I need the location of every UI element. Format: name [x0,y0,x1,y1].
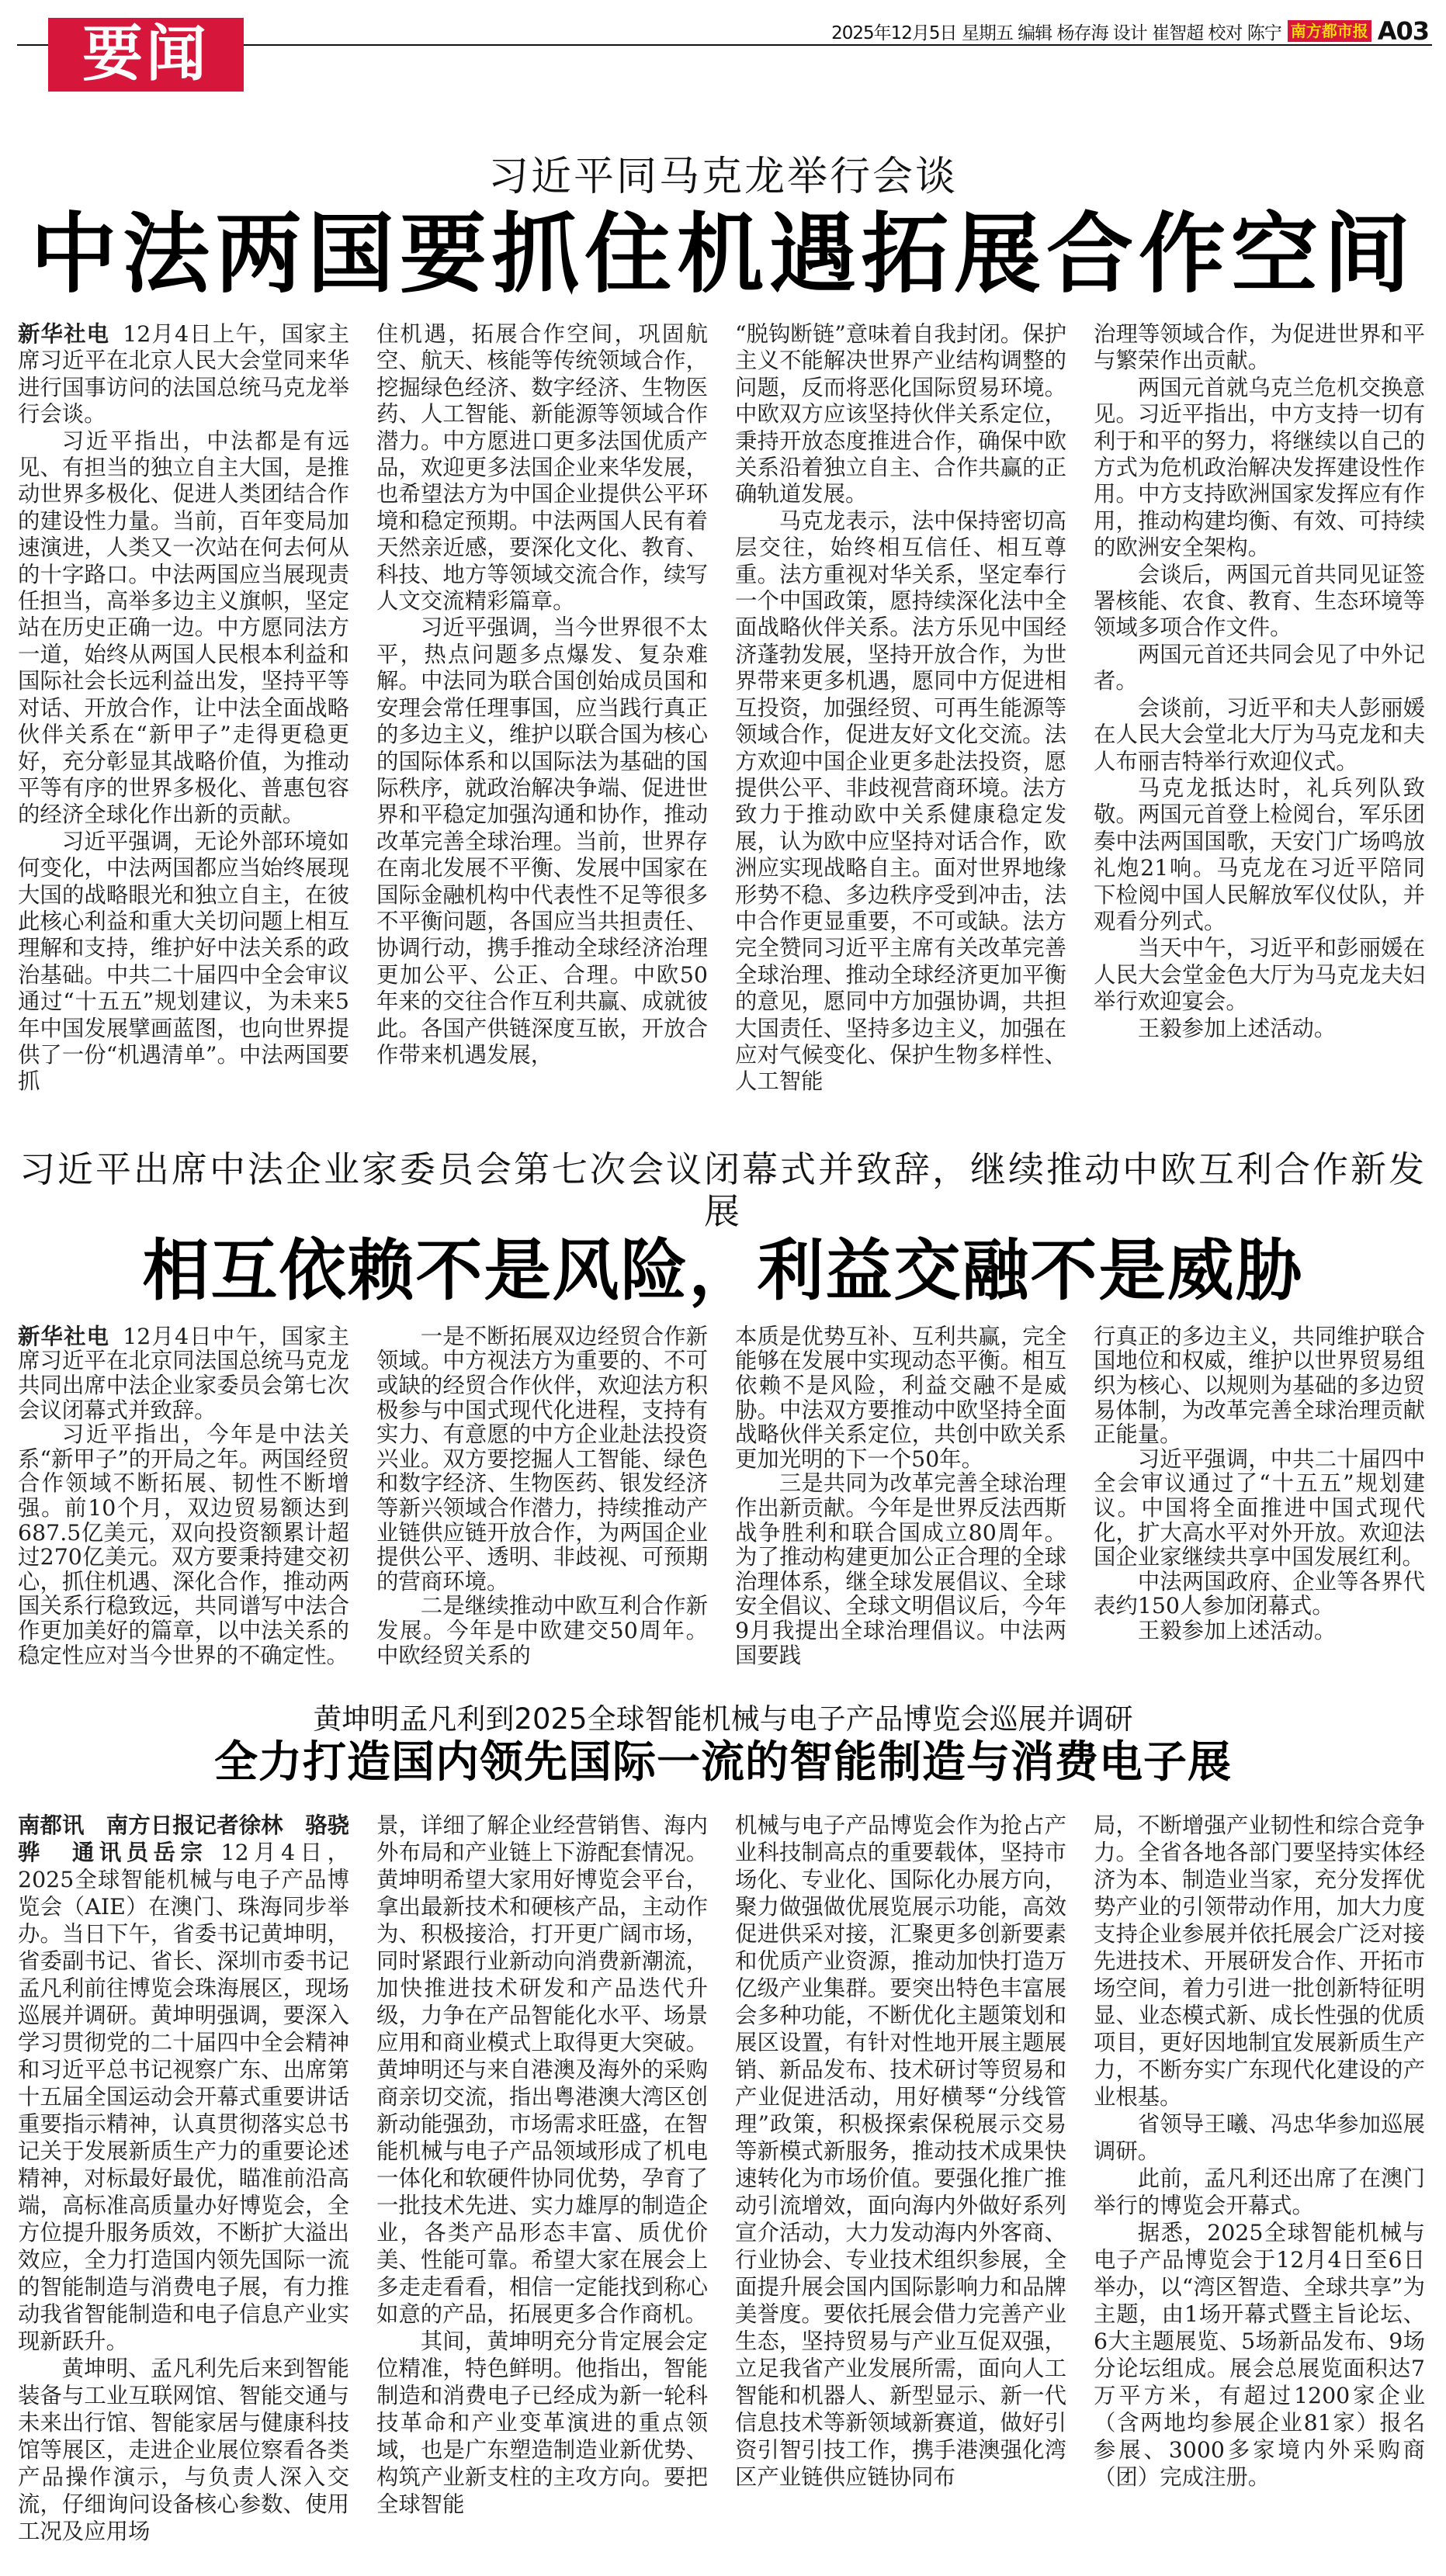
paragraph-text: 住机遇，拓展合作空间，巩固航空、航天、核能等传统领域合作，挖掘绿色经济、数字经济、生物医药、人工智能、新能源等领域合作潜力。中方愿进口更多法国优质产品，欢迎更多法国企业来华发展，也希望法方为中国企业提供公平环境和稳定预期。中法两国人民有着天然亲近感，要深化文化、教育、科技、地方等领域交流合作，续写人文交流精彩篇章。 [376,321,708,615]
paragraph [1094,321,1425,375]
paragraph-text: 会谈前，习近平和夫人彭丽媛在人民大会堂北大厅为马克龙和夫人布丽吉特举行欢迎仪式。 [1094,694,1425,774]
paragraph-text: 其间，黄坤明充分肯定展会定位精准，特色鲜明。他指出，智能制造和消费电子已经成为新一轮科技革命和产业变革演进的重点领域，也是广东塑造制造业新优势、构筑产业新支柱的主攻方向。要把全球智能 [376,2328,708,2518]
paragraph [735,321,1066,508]
paragraph [1094,695,1425,775]
text-column [735,1324,1066,1667]
paragraph [376,1594,708,1667]
paragraph [735,1324,1066,1472]
page-bottom-margin [0,2545,1446,2576]
paragraph [1094,1324,1425,1447]
paragraph-text: 治理等领域合作，为促进世界和平与繁荣作出贡献。 [1094,321,1425,374]
article-subtitle: 黄坤明孟凡利到2025全球智能机械与电子产品博览会巡展并调研 [313,1702,1133,1736]
paragraph [376,1324,708,1594]
paragraph-text: 此前，孟凡利还出席了在澳门举行的博览会开幕式。 [1094,2166,1425,2219]
section-badge: 要闻 [48,18,244,92]
paragraph [735,1471,1066,1667]
text-column [735,321,1066,1096]
article-columns [0,1812,1446,2545]
page-header [0,0,1446,93]
masthead [831,16,1429,46]
paragraph [18,1422,349,1667]
paragraph-text: 习近平强调，无论外部环境如何变化，中法两国都应当始终展现大国的战略眼光和独立自主，在彼此核心利益和重大关切问题上相互理解和支持，维护好中法关系的政治基础。中共二十届四中全会审议通过“十五五”规划建议，为未来5年中国发展擘画蓝图，也向世界提供了一份“机遇清单”。中法两国要抓 [18,828,349,1095]
paragraph [1094,642,1425,695]
text-column [18,1812,349,2545]
paragraph-text: 局，不断增强产业韧性和综合竞争力。全省各地各部门要坚持实体经济为本、制造业当家，充分发挥优势产业的引领带动作用，加大力度支持企业参展并依托展会广泛对接先进技术、开展研发合作、开拓市场空间，着力引进一批创新特征明显、业态模式新、成长性强的优质项目，更好因地制宜发展新质生产力，不断夯实广东现代化建设的产业根基。 [1094,1813,1425,2110]
article-headline: 中法两国要抓住机遇拓展合作空间 [30,204,1416,305]
paragraph [18,428,349,829]
paragraph [735,1812,1066,2491]
paragraph-text: 机械与电子产品博览会作为抢占产业科技制高点的重要载体，坚持市场化、专业化、国际化办展方向，聚力做强做优展览展示功能，高效促进供采对接，汇聚更多创新要素和优质产业资源，推动加快打造万亿级产业集群。要突出特色丰富展会多种功能，不断优化主题策划和展区设置，有针对性地开展主题展销、新品发布、技术研讨等贸易和产业促进活动，用好横琴“分线管理”政策，积极探索保税展示交易等新模式新服务，推动技术成果快速转化为市场价值。要强化推广推动引流增效，面向海内外做好系列宣介活动，大力发动海内外客商、行业协会、专业技术组织参展，全面提升展会国内国际影响力和品牌美誉度。要依托展会借力完善产业生态，坚持贸易与产业互促双强，立足我省产业发展所需，面向人工智能和机器人、新型显示、新一代信息技术等新领域新赛道，做好引资引智引技工作，携手港澳强化湾区产业链供应链协同布 [735,1813,1066,2491]
paragraph-text: 据悉，2025全球智能机械与电子产品博览会于12月4日至6日举办，以“湾区智造、全球共享”为主题，由1场开幕式暨主旨论坛、6大主题展览、5场新品发布、9场分论坛组成。展会总展览面积达7万平方米，有超过1200家企业（含两地均参展企业81家）报名参展、3000多家境内外采购商（团）完成注册。 [1094,2220,1425,2491]
paragraph-text: 王毅参加上述活动。 [1137,1015,1337,1041]
article-columns [0,1324,1446,1667]
paragraph-text: 两国元首还共同会见了中外记者。 [1094,641,1425,694]
paragraph [1094,1570,1425,1619]
paragraph-text: 行真正的多边主义，共同维护联合国地位和权威，维护以世界贸易组织为核心、以规则为基础的多边贸易体制，为改革完善全球治理贡献正能量。 [1094,1323,1425,1448]
paragraph-text: 习近平指出，今年是中法关系“新甲子”的开局之年。两国经贸合作领域不断拓展、韧性不断增强。前10个月，双边贸易额达到687.5亿美元，双向投资额累计超过270亿美元。双方要秉持建交初心，抓住机遇、深化合作，推动两国关系行稳致远，共同谱写中法合作更加美好的篇章，以中法关系的稳定性应对当今世界的不确定性。 [18,1421,349,1668]
paragraph [376,1812,708,2328]
paragraph-text: 12月4日中午，国家主席习近平在北京同法国总统马克龙共同出席中法企业家委员会第七次会议闭幕式并致辞。 [18,1323,349,1423]
paragraph [18,1812,349,2355]
paragraph [1094,2165,1425,2219]
paragraph-text: 当天中午，习近平和彭丽媛在人民大会堂金色大厅为马克龙夫妇举行欢迎宴会。 [1094,935,1425,1015]
paragraph [1094,2110,1425,2165]
paragraph [735,508,1066,1096]
dateline: 新华社电 [18,321,110,347]
paragraph-text: 本质是优势互补、互利共赢，完全能够在发展中实现动态平衡。相互依赖不是风险，利益交融不是威胁。中法双方要推动中欧坚持全面战略伙伴关系定位，共创中欧关系更加光明的下一个50年。 [735,1323,1066,1472]
paragraph-text: 景，详细了解企业经营销售、海内外布局和产业链上下游配套情况。黄坤明希望大家用好博览会平台，拿出最新技术和硬核产品，主动作为、积极接洽，打开更广阔市场，同时紧跟行业新动向消费新潮流，加快推进技术研发和产品迭代升级，力争在产品智能化水平、场景应用和商业模式上取得更大突破。黄坤明还与来自港澳及海外的采购商亲切交流，指出粤港澳大湾区创新动能强劲，市场需求旺盛，在智能机械与电子产品领域形成了机电一体化和软硬件协同优势，孕育了一批技术先进、实力雄厚的制造企业，各类产品形态丰富、质优价美、性能可靠。希望大家在展会上多走走看看，相信一定能找到称心如意的产品，拓展更多合作商机。 [376,1813,708,2328]
paragraph [376,615,708,1068]
paragraph [1094,562,1425,642]
paragraph-text: 马克龙表示，法中保持密切高层交往，始终相互信任、相互尊重。法方重视对华关系，坚定奉行一个中国政策，愿持续深化法中全面战略伙伴关系。法方乐见中国经济蓬勃发展，坚持开放合作，为世界带来更多机遇，愿同中方促进相互投资，加强经贸、可再生能源等领域合作，促进友好文化交流。法方欢迎中国企业更多赴法投资，愿提供公平、非歧视营商环境。法方致力于推动欧中关系健康稳定发展，认为欧中应坚持对话合作，欧洲应实现战略自主。面对世界地缘形势不稳、多边秩序受到冲击，法中合作更显重要，不可或缺。法方完全赞同习近平主席有关改革完善全球治理、推动全球经济更加平衡的意见，愿同中方加强协调，共担大国责任、坚持多边主义，加强在应对气候变化、保护生物多样性、人工智能 [735,507,1066,1095]
paragraph-text: 会谈后，两国元首共同见证签署核能、农食、教育、生态环境等领域多项合作文件。 [1094,561,1425,641]
paragraph-text: 习近平指出，中法都是有远见、有担当的独立自主大国，是推动世界多极化、促进人类团结合作的建设性力量。当前，百年变局加速演进，人类又一次站在何去何从的十字路口。中法两国应当展现责任担当，高举多边主义旗帜，坚定站在历史正确一边。中方愿同法方一道，始终从两国人民根本利益和国际社会长远利益出发，坚持平等对话、开放合作，让中法全面战略伙伴关系在“新甲子”走得更稳更好，充分彰显其战略价值，为推动平等有序的世界多极化、普惠包容的经济全球化作出新的贡献。 [18,428,349,828]
issue-info: 2025年12月5日 星期五 编辑 杨存海 设计 崔智超 校对 陈宁 [831,23,1281,43]
paragraph-text: 三是共同为改革完善全球治理作出新贡献。今年是世界反法西斯战争胜利和联合国成立80周年。为了推动构建更加公正合理的全球治理体系，继全球发展倡议、全球安全倡议、全球文明倡议后，今年9月我提出全球治理倡议。中法两国要践 [735,1470,1066,1668]
paragraph [18,829,349,1096]
paragraph-text: 12月4日，2025全球智能机械与电子产品博览会（AIE）在澳门、珠海同步举办。当日下午，省委书记黄坤明，省委副书记、省长、深圳市委书记孟凡利前往博览会珠海展区，现场巡展并调研。黄坤明强调，要深入学习贯彻党的二十届四中全会精神和习近平总书记视察广东、出席第十五届全国运动会开幕式重要讲话重要指示精神，认真贯彻落实总书记关于发展新质生产力的重要论述精神，对标最好最优，瞄准前沿高端，高标准高质量办好博览会，全方位提升服务质效，不断扩大溢出效应，全力打造国内领先国际一流的智能制造与消费电子展，有力推动我省智能制造和电子信息产业实现新跃升。 [18,1840,349,2355]
paragraph-text: 王毅参加上述活动。 [1137,1617,1337,1643]
article-2 [0,1096,1446,1667]
paragraph [1094,1812,1425,2110]
text-column [18,1324,349,1667]
paragraph [18,2355,349,2545]
paragraph-text: 黄坤明、孟凡利先后来到智能装备与工业互联网馆、智能交通与未来出行馆、智能家居与健康科技馆等展区，走进企业展位察看各类产品操作演示，与负责人深入交流，仔细询问设备核心参数、使用工况及应用场 [18,2356,349,2545]
text-column [1094,321,1425,1042]
page-number: A03 [1377,16,1429,46]
paragraph [18,1324,349,1422]
text-column [1094,1812,1425,2491]
paragraph-text: 习近平强调，当今世界很不太平，热点问题多点爆发、复杂难解。中法同为联合国创始成员国和安理会常任理事国，应当践行真正的多边主义，维护以联合国为核心的国际体系和以国际法为基础的国际秩序，就政治解决争端、促进世界和平稳定加强沟通和协作，推动改革完善全球治理。当前，世界存在南北发展不平衡、发展中国家在国际金融机构中代表性不足等很多不平衡问题，各国应当共担责任、协调行动，携手推动全球经济治理更加公平、公正、合理。中欧50年来的交往合作互利共赢、成就彼此。各国产供链深度互嵌，开放合作带来机遇发展， [376,615,708,1068]
article-3 [0,1667,1446,2545]
paragraph [18,321,349,428]
paragraph [1094,1016,1425,1042]
text-column [376,1324,708,1667]
paragraph [1094,775,1425,935]
text-column [1094,1324,1425,1643]
text-column [376,1812,708,2518]
paragraph-text: 马克龙抵达时，礼兵列队致敬。两国元首登上检阅台，军乐团奏中法两国国歌，天安门广场鸣放礼炮21响。马克龙在习近平陪同下检阅中国人民解放军仪仗队，并观看分列式。 [1094,774,1425,934]
paragraph-text: 12月4日上午，国家主席习近平在北京人民大会堂同来华进行国事访问的法国总统马克龙举行会谈。 [18,321,349,428]
text-column [735,1812,1066,2491]
article-subtitle: 习近平同马克龙举行会谈 [487,154,958,200]
article-subtitle: 习近平出席中法企业家委员会第七次会议闭幕式并致辞，继续推动中欧互利合作新发展 [19,1148,1427,1232]
paragraph-text: 两国元首就乌克兰危机交换意见。习近平指出，中方支持一切有利于和平的努力，将继续以自己的方式为危机政治解决发挥建设性作用。中方支持欧洲国家发挥应有作用，推动构建均衡、有效、可持续的欧洲安全架构。 [1094,374,1425,561]
article-1 [0,93,1446,1096]
paragraph-text: 一是不断拓展双边经贸合作新领域。中方视法方为重要的、不可或缺的经贸合作伙伴，欢迎法方积极参与中国式现代化进程，支持有实力、有意愿的中方企业赴法投资兴业。双方要挖掘人工智能、绿色和数字经济、生物医药、银发经济等新兴领域合作潜力，持续推动产业链供应链开放合作，为两国企业提供公平、透明、非歧视、可预期的营商环境。 [376,1323,708,1594]
article-columns [0,321,1446,1096]
paragraph-text: 中法两国政府、企业等各界代表约150人参加闭幕式。 [1094,1568,1425,1619]
newspaper-logo: 南方都市报 [1288,20,1371,42]
paragraph-text: 习近平强调，中共二十届四中全会审议通过了“十五五”规划建议。中国将全面推进中国式现代化，扩大高水平对外开放。欢迎法国企业家继续共享中国发展红利。 [1094,1446,1425,1570]
dateline: 南都讯 南方日报记者徐林 骆骁骅 通讯员岳宗 [18,1813,349,1866]
paragraph [1094,935,1425,1015]
article-headline: 相互依赖不是风险，利益交融不是威胁 [142,1231,1304,1310]
paragraph [1094,1447,1425,1570]
paragraph-text: 省领导王曦、冯忠华参加巡展调研。 [1094,2111,1425,2165]
dateline: 新华社电 [18,1323,110,1349]
paragraph [1094,375,1425,562]
paragraph [376,321,708,615]
paragraph [1094,2219,1425,2491]
text-column [376,321,708,1068]
paragraph [1094,1619,1425,1643]
article-headline: 全力打造国内领先国际一流的智能制造与消费电子展 [214,1737,1232,1788]
paragraph-text: 二是继续推动中欧互利合作新发展。今年是中欧建交50周年。中欧经贸关系的 [376,1593,708,1668]
paragraph [376,2328,708,2518]
text-column [18,321,349,1096]
paragraph-text: “脱钩断链”意味着自我封闭。保护主义不能解决世界产业结构调整的问题，反而将恶化国际贸易环境。中欧双方应该坚持伙伴关系定位，秉持开放态度推进合作，确保中欧关系沿着独立自主、合作共赢的正确轨道发展。 [735,321,1066,507]
